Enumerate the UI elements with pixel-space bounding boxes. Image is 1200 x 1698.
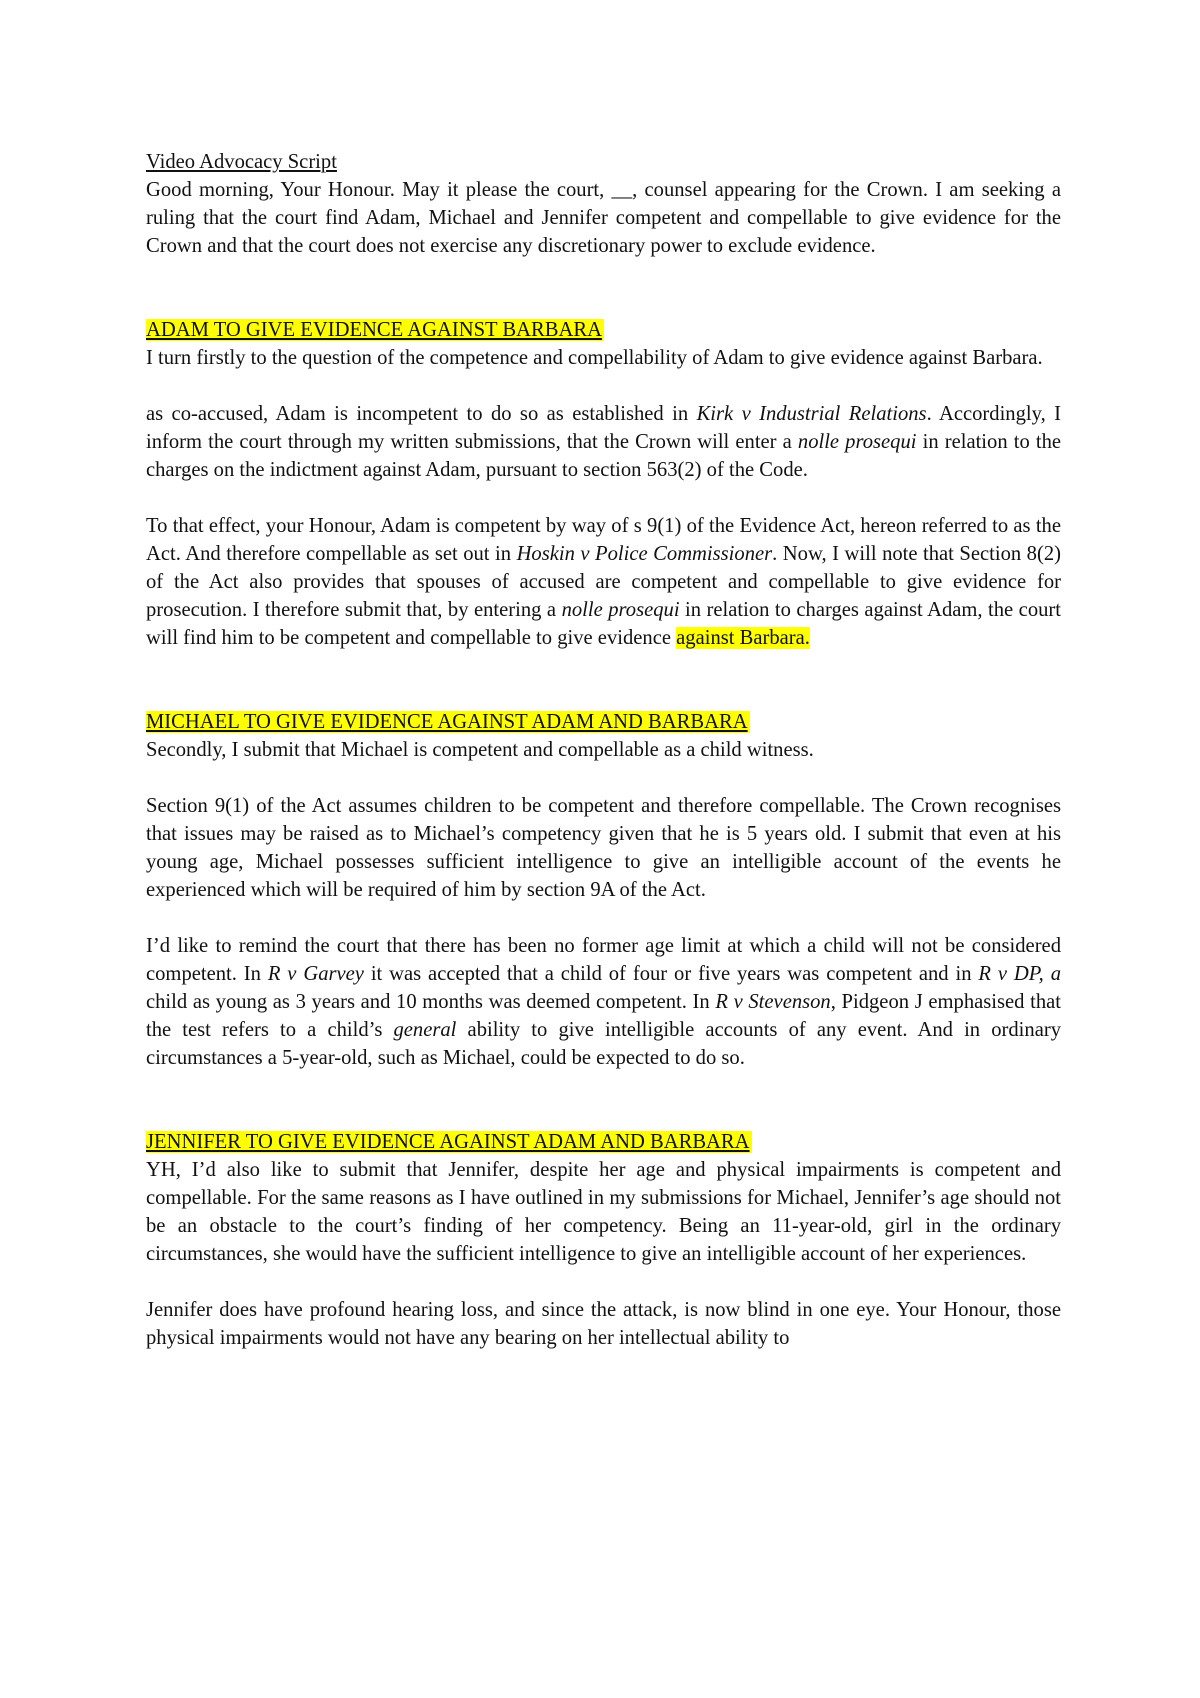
jennifer-paragraph-2: Jennifer does have profound hearing loss, and since the attack, is now blind in one eye. Your Honour, those physical impairments would not have any bearing on her intellectual ability to [146, 1299, 1061, 1349]
case-citation: Hoskin v Police Commissioner [516, 543, 773, 565]
latin-term: nolle prosequi [561, 599, 680, 621]
spacer [146, 1072, 1061, 1128]
jennifer-section-heading: JENNIFER TO GIVE EVIDENCE AGAINST ADAM AND BARBARA [146, 1131, 750, 1153]
case-citation: Kirk v Industrial Relations [696, 403, 927, 425]
case-citation: R v Garvey [267, 963, 364, 985]
spacer [146, 652, 1061, 708]
spacer [146, 1268, 1061, 1296]
intro-paragraph: Good morning, Your Honour. May it please the court, __, counsel appearing for the Crown. I am seeking a ruling that the court find Adam, Michael and Jennifer competent and compellable to give evidence for the Crown and that the court does not exercise any discretionary power to exclude evidence. [146, 179, 1061, 257]
document-body [146, 148, 1061, 1352]
spacer [146, 764, 1061, 792]
adam-section-heading: ADAM TO GIVE EVIDENCE AGAINST BARBARA [146, 319, 602, 341]
case-citation: R v Stevenson [715, 991, 831, 1013]
michael-paragraph-1: Secondly, I submit that Michael is competent and compellable as a child witness. [146, 739, 814, 761]
name-blank: __ [611, 179, 633, 201]
michael-paragraph-2: Section 9(1) of the Act assumes children to be competent and therefore compellable. The Crown recognises that issues may be raised as to Michael’s competency given that he is 5 years old. I submit that even at his young age, Michael possesses sufficient intelligence to give an intelligible account of the events he experienced which will be required of him by section 9A of the Act. [146, 795, 1061, 901]
spacer [146, 904, 1061, 932]
adam-paragraph-3: To that effect, your Honour, Adam is competent by way of s 9(1) of the Evidence Act, hereon referred to as the Act. And therefore compellable as set out in Hoskin v Police Commissioner. Now, I will note that Section 8(2) of the Act also provides that spouses of accused are competent and compellable to give evidence for prosecution. I therefore submit that, by entering a nolle prosequi in relation to charges against Adam, the court will find him to be competent and compellable to give evidence against Barbara. [146, 515, 1061, 649]
document-title: Video Advocacy Script [146, 151, 337, 173]
highlighted-text: against Barbara. [676, 627, 810, 649]
case-citation: R v DP, a [978, 963, 1061, 985]
michael-section-heading: MICHAEL TO GIVE EVIDENCE AGAINST ADAM AND BARBARA [146, 711, 748, 733]
jennifer-paragraph-1: YH, I’d also like to submit that Jennifer, despite her age and physical impairments is competent and compellable. For the same reasons as I have outlined in my submissions for Michael, Jennifer’s age should not be an obstacle to the court’s finding of her competency. Being an 11-year-old, girl in the ordinary circumstances, she would have the sufficient intelligence to give an intelligible account of her experiences. [146, 1159, 1061, 1265]
spacer [146, 260, 1061, 316]
spacer [146, 372, 1061, 400]
adam-paragraph-2: as co-accused, Adam is incompetent to do so as established in Kirk v Industrial Relations. Accordingly, I inform the court through my written submissions, that the Crown will enter a nolle prosequi in relation to the charges on the indictment against Adam, pursuant to section 563(2) of the Code. [146, 403, 1062, 481]
spacer [146, 484, 1061, 512]
michael-paragraph-3: I’d like to remind the court that there has been no former age limit at which a child will not be considered competent. In R v Garvey it was accepted that a child of four or five years was competent and in R v DP, a child as young as 3 years and 10 months was deemed competent. In R v Stevenson, Pidgeon J emphasised that the test refers to a child’s general ability to give intelligible accounts of any event. And in ordinary circumstances a 5-year-old, such as Michael, could be expected to do so. [146, 935, 1061, 1069]
latin-term: nolle prosequi [797, 431, 917, 453]
emphasis-term: general [393, 1019, 457, 1041]
adam-paragraph-1: I turn firstly to the question of the competence and compellability of Adam to give evidence against Barbara. [146, 347, 1043, 369]
